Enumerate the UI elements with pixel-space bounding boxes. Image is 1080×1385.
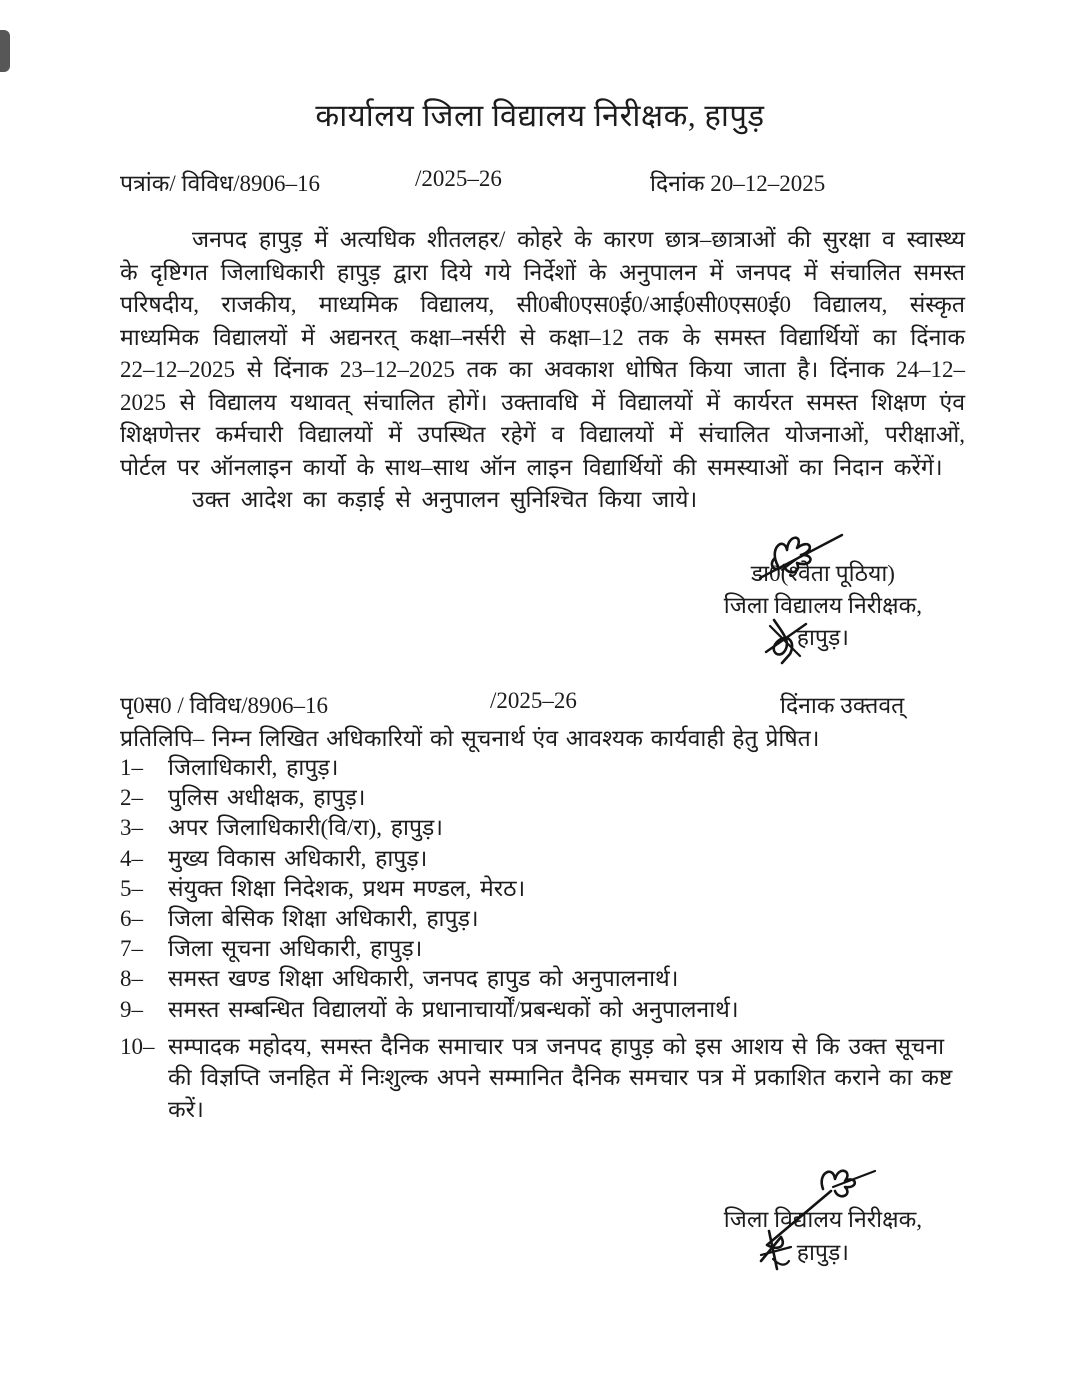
footer-signatory-designation: जिला विद्यालय निरीक्षक, bbox=[723, 1207, 922, 1232]
recipient-text: जिला सूचना अधिकारी, हापुड़। bbox=[168, 936, 423, 962]
recipient-list bbox=[120, 753, 965, 1125]
letter-body bbox=[120, 224, 965, 517]
letter-number: पत्रांक/ विविध/8906–16 bbox=[120, 171, 321, 196]
recipient-row bbox=[120, 813, 965, 843]
footer-signatory-place: हापुड़। bbox=[796, 1240, 850, 1265]
recipient-row bbox=[120, 783, 965, 813]
recipient-number: 10– bbox=[120, 1033, 155, 1059]
recipient-text: जिला बेसिक शिक्षा अधिकारी, हापुड़। bbox=[168, 906, 479, 932]
recipient-row bbox=[120, 1031, 965, 1126]
recipient-number: 3– bbox=[120, 815, 143, 841]
signature-block bbox=[724, 558, 922, 654]
recipient-row bbox=[120, 934, 965, 964]
footer-signature-block bbox=[724, 1203, 922, 1269]
recipient-number: 4– bbox=[120, 845, 143, 871]
body-paragraph-2: उक्त आदेश का कड़ाई से अनुपालन सुनिश्चित किया जाये। bbox=[192, 487, 698, 512]
endorsement-serial-year: /2025–26 bbox=[490, 688, 577, 713]
endorsement-line bbox=[120, 688, 970, 720]
recipient-row bbox=[120, 995, 965, 1025]
recipient-row bbox=[120, 844, 965, 874]
endorsement-number: पृ0स0 / विविध/8906–16 bbox=[120, 693, 329, 718]
recipient-text: सम्पादक महोदय, समस्त दैनिक समाचार पत्र जनपद हापुड़ को इस आशय से कि उक्त सूचना की विज्ञप्ति जनहित में निःशुल्क अपने सम्मानित दैनिक समचार पत्र में प्रकाशित कराने का कष्ट करें। bbox=[168, 1033, 953, 1122]
recipient-row bbox=[120, 753, 965, 783]
recipient-number: 5– bbox=[120, 875, 143, 901]
office-title: कार्यालय जिला विद्यालय निरीक्षक, हापुड़ bbox=[315, 98, 765, 133]
recipient-text: समस्त सम्बन्धित विद्यालयों के प्रधानाचार्यों/प्रबन्धकों को अनुपालनार्थ। bbox=[168, 996, 739, 1022]
recipient-number: 8– bbox=[120, 966, 143, 992]
reference-line bbox=[120, 166, 970, 198]
recipient-number: 2– bbox=[120, 785, 143, 811]
recipient-text: मुख्य विकास अधिकारी, हापुड़। bbox=[168, 845, 428, 871]
endorsement-date: दिंनाक उक्तवत् bbox=[780, 693, 905, 718]
recipient-number: 6– bbox=[120, 906, 143, 932]
recipient-text: अपर जिलाधिकारी(वि/रा), हापुड़। bbox=[168, 815, 444, 841]
recipient-text: संयुक्त शिक्षा निदेशक, प्रथम मण्डल, मेरठ। bbox=[168, 875, 526, 901]
signatory-designation: जिला विद्यालय निरीक्षक, bbox=[723, 593, 922, 618]
recipient-text: पुलिस अधीक्षक, हापुड़। bbox=[168, 785, 366, 811]
scan-smudge bbox=[0, 30, 10, 72]
recipient-number: 1– bbox=[120, 755, 143, 780]
signatory-name: डा0(श्वेता पूठिया) bbox=[750, 561, 895, 586]
recipient-row bbox=[120, 964, 965, 994]
letter-date: दिनांक 20–12–2025 bbox=[650, 171, 826, 196]
letter-serial-year: /2025–26 bbox=[415, 166, 502, 191]
signatory-place: हापुड़। bbox=[796, 625, 850, 650]
recipient-row bbox=[120, 904, 965, 934]
recipient-text: समस्त खण्ड शिक्षा अधिकारी, जनपद हापुड को अनुपालनार्थ। bbox=[168, 966, 679, 992]
recipient-number: 9– bbox=[120, 996, 143, 1022]
copy-note: प्रतिलिपि– निम्न लिखित अधिकारियों को सूचनार्थ एंव आवश्यक कार्यवाही हेतु प्रेषित। bbox=[120, 726, 820, 751]
recipient-number: 7– bbox=[120, 936, 143, 962]
recipient-text: जिलाधिकारी, हापुड़। bbox=[168, 755, 339, 780]
body-paragraph-1: जनपद हापुड़ में अत्यधिक शीतलहर/ कोहरे के कारण छात्र–छात्राओं की सुरक्षा व स्वास्थ्य के दृष्टिगत जिलाधिकारी हापुड़ द्वारा दिये गये निर्देशों के अनुपालन में जनपद में संचालित समस्त परिषदीय, राजकीय, माध्यमिक विद्यालय, सी0बी0एस0ई0/आई0सी0एस0ई0 विद्यालय, संस्कृत माध्यमिक विद्यालयों में अद्यनरत् कक्षा–नर्सरी से कक्षा–12 तक के समस्त विद्यार्थियों का दिंनाक 22–12–2025 से दिंनाक 23–12–2025 तक का अवकाश धोषित किया जाता है। दिंनाक 24–12–2025 से विद्यालय यथावत् संचालित होगें। उक्तावधि में विद्यालयों में कार्यरत समस्त शिक्षण एंव शिक्षणेत्तर कर्मचारी विद्यालयों में उपस्थित रहेगें व विद्यालयों में संचालित योजनाओं, परीक्षाओं, पोर्टल पर ऑनलाइन कार्यो के साथ–साथ ऑन लाइन विद्यार्थियों की समस्याओं का निदान करेंगें। bbox=[120, 227, 965, 480]
recipient-row bbox=[120, 874, 965, 904]
